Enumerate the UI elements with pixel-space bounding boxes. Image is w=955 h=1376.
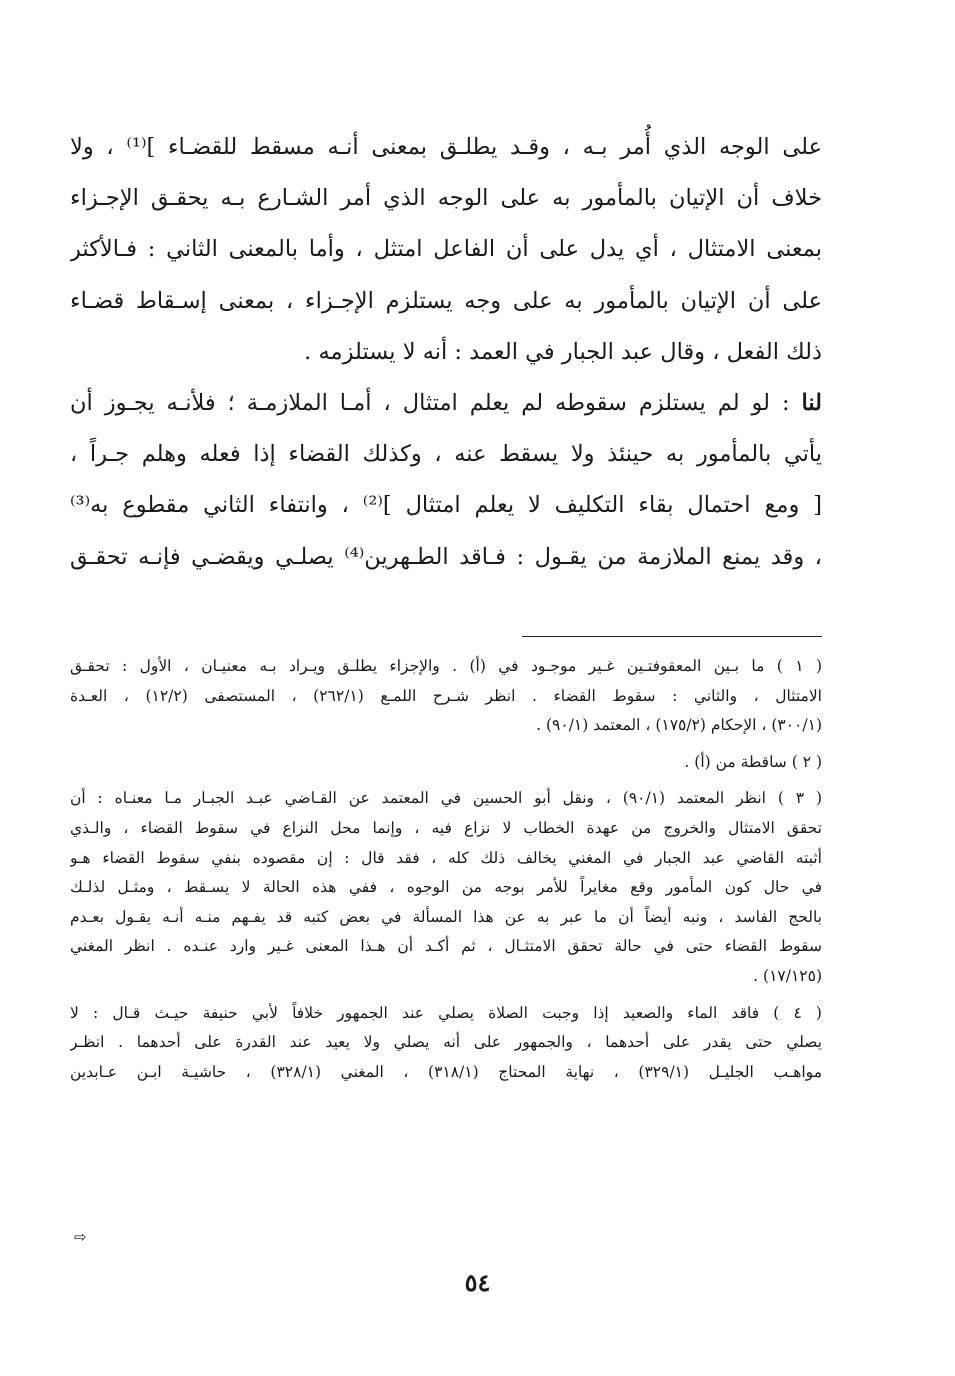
text-line <box>70 378 822 429</box>
footnotes <box>70 652 822 1094</box>
footnote-line: (١٧/١٢٥) . <box>753 966 822 985</box>
continuation-arrow-icon: ⇨ <box>74 1228 87 1246</box>
footnote-line: يصلي حتى يقدر على أحدهما ، والجمهور على أنه يصلي ولا يعيد عند القدرة على أحدهما . انظـر <box>70 1033 822 1052</box>
footnote-line: ( ٤ ) فاقد الماء والصعيد إذا وجبت الصلاة يصلي عند الجمهور خلافاً لأبي حنيفة حيـث قـال : لا <box>70 1003 822 1022</box>
footnote-line: ( ١ ) ما بـين المعقوفتـين غـير موجـود في (أ) . والإجزاء يطلـق ويـراد بـه معنيـان ، الأول : تحقـق <box>70 657 822 675</box>
footnote-line: سقوط القضاء حتى في حالة تحقق الامتثـال ، ثم أكـد أن هـذا المعنى غـير وارد عنـده . انظر المغني <box>70 937 822 956</box>
text-line: على الوجه الذي أُمر بـه ، وقـد يطلـق بمعنى أنـه مسقط للقضـاء ]⁽¹⁾ ، ولا <box>70 134 822 160</box>
text-line: بمعنى الامتثال ، أي يدل على أن الفاعل امتثل ، وأما بالمعنى الثاني : فـالأكثر <box>70 236 822 263</box>
footnote-line: بالحج الفاسد ، ونبه أيضاً أن ما عبر به عن هذا المسألة في بعض كتبه قد يفـهم منـه أنـه يقـول بعـدم <box>70 907 822 926</box>
footnote-line: ( ٢ ) ساقطة من (أ) . <box>684 752 822 771</box>
page-number: ٥٤ <box>464 1268 491 1297</box>
footnote-line: (٣٠٠/١) ، الإحكام (١٧٥/٢) ، المعتمد (٩٠/١) . <box>536 716 822 735</box>
text-line: ، وقد يمنع الملازمة من يقـول : فـاقد الطـهرين⁽⁴⁾ يصلـي ويقضـي فإنـه تحقـق <box>70 543 822 570</box>
footnote-2 <box>70 748 822 778</box>
text-line: خلاف أن الإتيان بالمأمور به على الوجه الذي أمر الشـارع بـه يحقـق الإجـزاء <box>70 185 822 212</box>
main-text <box>70 122 822 583</box>
footnote-line: تحقق الامتثال والخروج من عهدة الخطاب لا نزاع فيه ، وإنما محل النزاع في سقوط القضاء ، والـذي <box>70 818 822 837</box>
text-line: ذلك الفعل ، وقال عبد الجبار في العمد : أنه لا يستلزمه . <box>304 338 822 365</box>
footnote-line: ( ٣ ) انظر المعتمد (٩٠/١) ، ونقل أبو الحسين في المعتمد عن القـاضي عبـد الجبـار مـا معنـاه : أن <box>70 789 822 808</box>
footnote-line: في حال كون المأمور وقع مغايراً للأمر بوجه من الوجوه ، ففي هذه الحالة لا يسـقط ، ومثـل لذلـك <box>70 878 822 897</box>
footnote-line: أثبته القاضي عبد الجبار في المغني يخالف ذلك كله ، فقد قال : إن مقصوده بنفي سقوط القضاء هـو <box>70 848 822 867</box>
text-line: [ ومع احتمال بقاء التكليف لا يعلم امتثال ]⁽²⁾ ، وانتفاء الثاني مقطوع به⁽³⁾ <box>70 492 822 519</box>
paragraph-lead-word: لنا <box>801 390 822 417</box>
footnote-separator <box>522 636 822 637</box>
text-line: يأتي بالمأمور به حينئذ ولا يسقط عنه ، وكذلك القضاء إذا فعله وهلم جـراً ، <box>70 441 822 468</box>
footnote-4 <box>70 999 822 1088</box>
footnote-line: الامتثال ، والثاني : سقوط القضاء . انظر شـرح اللمـع (٢٦٢/١) ، المستصفى (١٢/٢) ، العـدة <box>70 686 822 705</box>
footnote-1 <box>70 652 822 741</box>
footnote-line: مواهـب الجليـل (٣٢٩/١) ، نهاية المحتاج (٣١٨/١) ، المغني (٣٢٨/١) ، حاشيـة ابـن عـابدين <box>70 1062 822 1081</box>
text-line: على أن الإتيان بالمأمور به على وجه يستلزم الإجـزاء ، بمعنى إسـقاط قضـاء <box>70 287 822 314</box>
text-line-rest: : لو لم يستلزم سقوطه لم يعلم امتثال ، أمـا الملازمـة ؛ فلأنـه يجـوز أن <box>70 390 802 417</box>
footnote-3 <box>70 784 822 991</box>
